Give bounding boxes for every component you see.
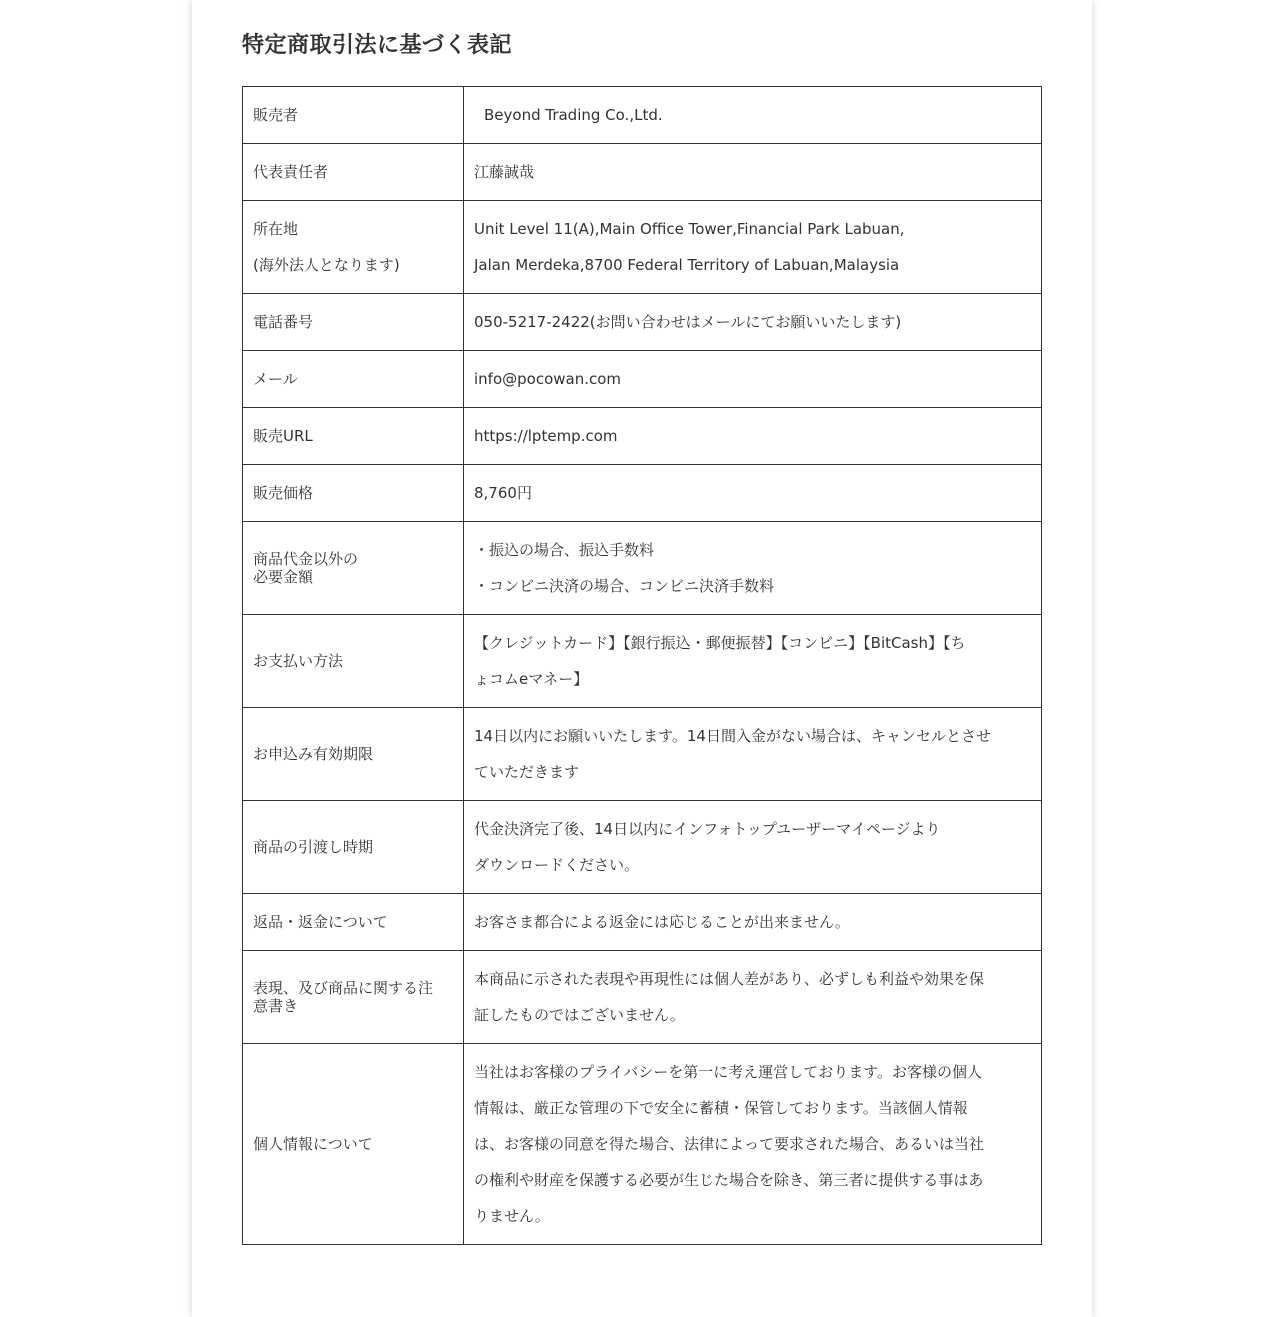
row-value-line: Unit Level 11(A),Main Office Tower,Financial Park Labuan, <box>474 220 905 238</box>
row-label-line: 意書き <box>253 997 299 1015</box>
table-row <box>243 465 1042 522</box>
row-label-line: 必要金額 <box>253 568 314 586</box>
row-label-line: 表現、及び商品に関する注 <box>253 979 434 997</box>
row-value-line: ょコムeマネー】 <box>474 670 589 688</box>
row-label <box>243 801 464 894</box>
row-label <box>243 351 464 408</box>
row-value-line: 【クレジットカード】【銀行振込・郵便振替】【コンビニ】【BitCash】【ち <box>474 634 966 652</box>
row-label <box>243 951 464 1044</box>
table-row <box>243 294 1042 351</box>
row-value-line: 14日以内にお願いいたします。14日間入金がない場合は、キャンセルとさせ <box>474 727 991 745</box>
row-value-line: ・コンビニ決済の場合、コンビニ決済手数料 <box>474 577 775 595</box>
row-value <box>464 615 1042 708</box>
row-value-line: 代金決済完了後、14日以内にインフォトップユーザーマイページより <box>474 820 941 838</box>
row-value <box>464 87 1042 144</box>
row-value-line: ていただきます <box>474 763 580 781</box>
row-value <box>464 1044 1042 1245</box>
row-value-line: Beyond Trading Co.,Ltd. <box>484 106 663 124</box>
table-row <box>243 408 1042 465</box>
row-value-line: Jalan Merdeka,8700 Federal Territory of Labuan,Malaysia <box>474 256 900 274</box>
row-value-line: の権利や財産を保護する必要が生じた場合を除き、第三者に提供する事はあ <box>474 1171 984 1189</box>
row-value-line: は、お客様の同意を得た場合、法律によって要求された場合、あるいは当社 <box>474 1135 985 1153</box>
row-value-line: 本商品に示された表現や再現性には個人差があり、必ずしも利益や効果を保 <box>474 970 985 988</box>
row-label <box>243 408 464 465</box>
row-label <box>243 1044 464 1245</box>
table-row <box>243 201 1042 294</box>
tokutei-table <box>242 86 1042 1245</box>
row-value <box>464 801 1042 894</box>
row-label-line: 個人情報について <box>253 1135 373 1153</box>
row-value-line: info@pocowan.com <box>474 370 622 388</box>
row-label-line: お申込み有効期限 <box>253 745 374 763</box>
row-value-line: 当社はお客様のプライバシーを第一に考え運営しております。お客様の個人 <box>474 1063 983 1081</box>
row-label <box>243 615 464 708</box>
table-row <box>243 87 1042 144</box>
row-label <box>243 894 464 951</box>
row-label-line: 販売URL <box>253 427 313 445</box>
row-label <box>243 87 464 144</box>
row-value-line: ダウンロードください。 <box>474 856 640 874</box>
row-label-line: メール <box>253 370 298 388</box>
row-value-line: 情報は、厳正な管理の下で安全に蓄積・保管しております。当該個人情報 <box>474 1099 968 1117</box>
row-value-line: 証したものではございません。 <box>474 1006 685 1024</box>
row-label <box>243 144 464 201</box>
row-value <box>464 408 1042 465</box>
table-row <box>243 522 1042 615</box>
content-page <box>192 0 1092 1317</box>
table-row <box>243 144 1042 201</box>
row-label-line: 商品の引渡し時期 <box>253 838 374 856</box>
row-value-line: 8,760円 <box>474 484 532 502</box>
row-value <box>464 465 1042 522</box>
table-row <box>243 894 1042 951</box>
row-value <box>464 894 1042 951</box>
table-row <box>243 1044 1042 1245</box>
row-value <box>464 144 1042 201</box>
row-label <box>243 465 464 522</box>
row-value <box>464 522 1042 615</box>
row-value-line: https://lptemp.com <box>474 427 618 445</box>
row-value-line: りません。 <box>474 1207 550 1225</box>
row-value-line: お客さま都合による返金には応じることが出来ません。 <box>474 913 850 931</box>
row-label-line: 販売価格 <box>253 484 314 502</box>
row-label-line: 電話番号 <box>253 313 314 331</box>
table-row <box>243 801 1042 894</box>
page-title: 特定商取引法に基づく表記 <box>242 33 513 58</box>
row-value-line: 江藤誠哉 <box>474 163 535 181</box>
row-label <box>243 708 464 801</box>
table-row <box>243 708 1042 801</box>
row-value <box>464 294 1042 351</box>
row-value <box>464 201 1042 294</box>
row-label-line: 所在地 <box>253 220 299 238</box>
row-label-line: (海外法人となります) <box>253 256 400 274</box>
row-label <box>243 201 464 294</box>
row-value <box>464 708 1042 801</box>
row-label-line: 商品代金以外の <box>253 550 359 568</box>
row-label-line: 返品・返金について <box>253 913 388 931</box>
row-label-line: 販売者 <box>253 106 299 124</box>
row-value-line: ・振込の場合、振込手数料 <box>474 541 655 559</box>
table-row <box>243 351 1042 408</box>
row-label <box>243 294 464 351</box>
table-row <box>243 951 1042 1044</box>
row-label <box>243 522 464 615</box>
row-value <box>464 351 1042 408</box>
table-row <box>243 615 1042 708</box>
row-value-line: 050-5217-2422(お問い合わせはメールにてお願いいたします) <box>474 313 902 331</box>
row-value <box>464 951 1042 1044</box>
row-label-line: 代表責任者 <box>253 163 329 181</box>
row-label-line: お支払い方法 <box>253 652 344 670</box>
